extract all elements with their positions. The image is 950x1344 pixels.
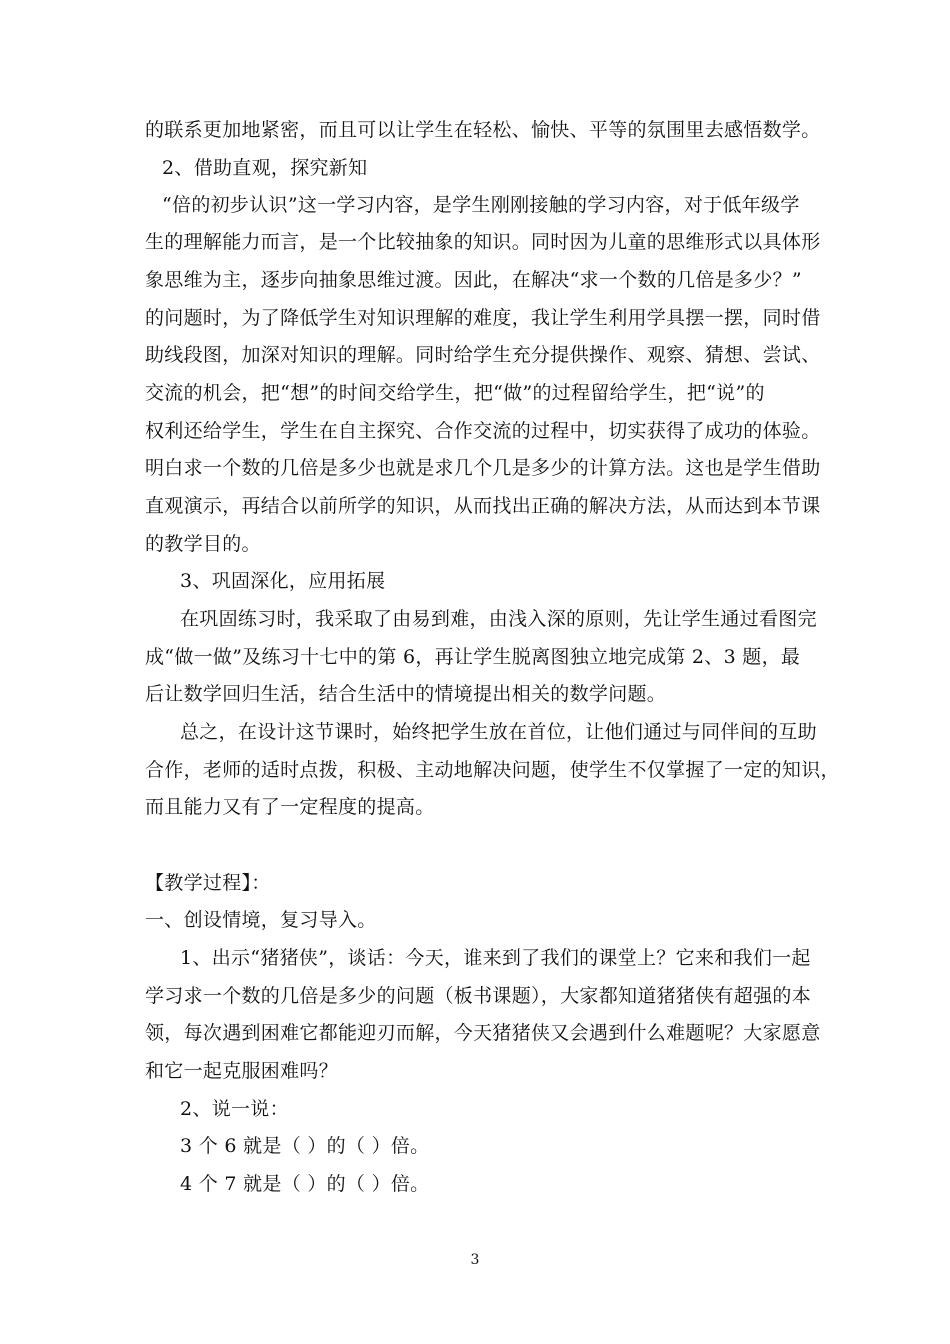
text-line: 学习求一个数的几倍是多少的问题（板书课题），大家都知道猪猪侠有超强的本 — [145, 985, 812, 1007]
text-line: 后让数学回归生活，结合生活中的情境提出相关的数学问题。 — [145, 683, 667, 705]
text-line: 2、说一说： — [180, 1098, 289, 1120]
text-line: 领，每次遇到困难它都能迎刃而解，今天猪猪侠又会遇到什么难题呢？大家愿意 — [145, 1022, 821, 1044]
text-line: 而且能力又有了一定程度的提高。 — [145, 796, 435, 818]
text-line: “倍的初步认识”这一学习内容，是学生刚刚接触的学习内容，对于低年级学 — [162, 194, 800, 216]
text-line: 成“做一做”及练习十七中的第 6，再让学生脱离图独立地完成第 2、3 题，最 — [145, 646, 801, 668]
text-line: 的联系更加地紧密，而且可以让学生在轻松、愉快、平等的氛围里去感悟数学。 — [145, 119, 821, 141]
text-line: 的问题时，为了降低学生对知识理解的难度，我让学生利用学具摆一摆，同时借 — [145, 307, 821, 329]
text-line: 总之，在设计这节课时，始终把学生放在首位，让他们通过与同伴间的互助 — [180, 721, 817, 743]
text-line: 象思维为主，逐步向抽象思维过渡。因此，在解决“求一个数的几倍是多少？” — [145, 269, 802, 291]
text-line: 合作，老师的适时点拨，积极、主动地解决问题，使学生不仅掌握了一定的知识， — [145, 759, 840, 781]
text-line: 权利还给学生，学生在自主探究、合作交流的过程中，切实获得了成功的体验。 — [145, 420, 821, 442]
page-number: 3 — [470, 1252, 480, 1268]
text-line: 生的理解能力而言，是一个比较抽象的知识。同时因为儿童的思维形式以具体形 — [145, 231, 821, 253]
exercise-line: 3 个 6 就是（ ）的（ ）倍。 — [180, 1135, 430, 1157]
section-heading: 2、借助直观，探究新知 — [162, 157, 368, 179]
text-line: 在巩固练习时，我采取了由易到难，由浅入深的原则，先让学生通过看图完 — [180, 608, 817, 630]
text-line: 和它一起克服困难吗？ — [145, 1060, 339, 1082]
section-title: 【教学过程】： — [145, 872, 271, 894]
text-line: 的教学目的。 — [145, 533, 261, 555]
text-line: 助线段图，加深对知识的理解。同时给学生充分提供操作、观察、猜想、尝试、 — [145, 344, 821, 366]
section-heading: 3、巩固深化，应用拓展 — [180, 570, 386, 592]
text-line: 直观演示，再结合以前所学的知识，从而找出正确的解决方法，从而达到本节课 — [145, 495, 821, 517]
text-line: 交流的机会，把“想”的时间交给学生，把“做”的过程留给学生，把“说”的 — [145, 382, 765, 404]
text-line: 1、出示“猪猪侠”，谈话：今天，谁来到了我们的课堂上？它来和我们一起 — [180, 947, 811, 969]
section-heading: 一、创设情境，复习导入。 — [145, 909, 377, 931]
exercise-line: 4 个 7 就是（ ）的（ ）倍。 — [180, 1173, 430, 1195]
text-line: 明白求一个数的几倍是多少也就是求几个几是多少的计算方法。这也是学生借助 — [145, 457, 821, 479]
